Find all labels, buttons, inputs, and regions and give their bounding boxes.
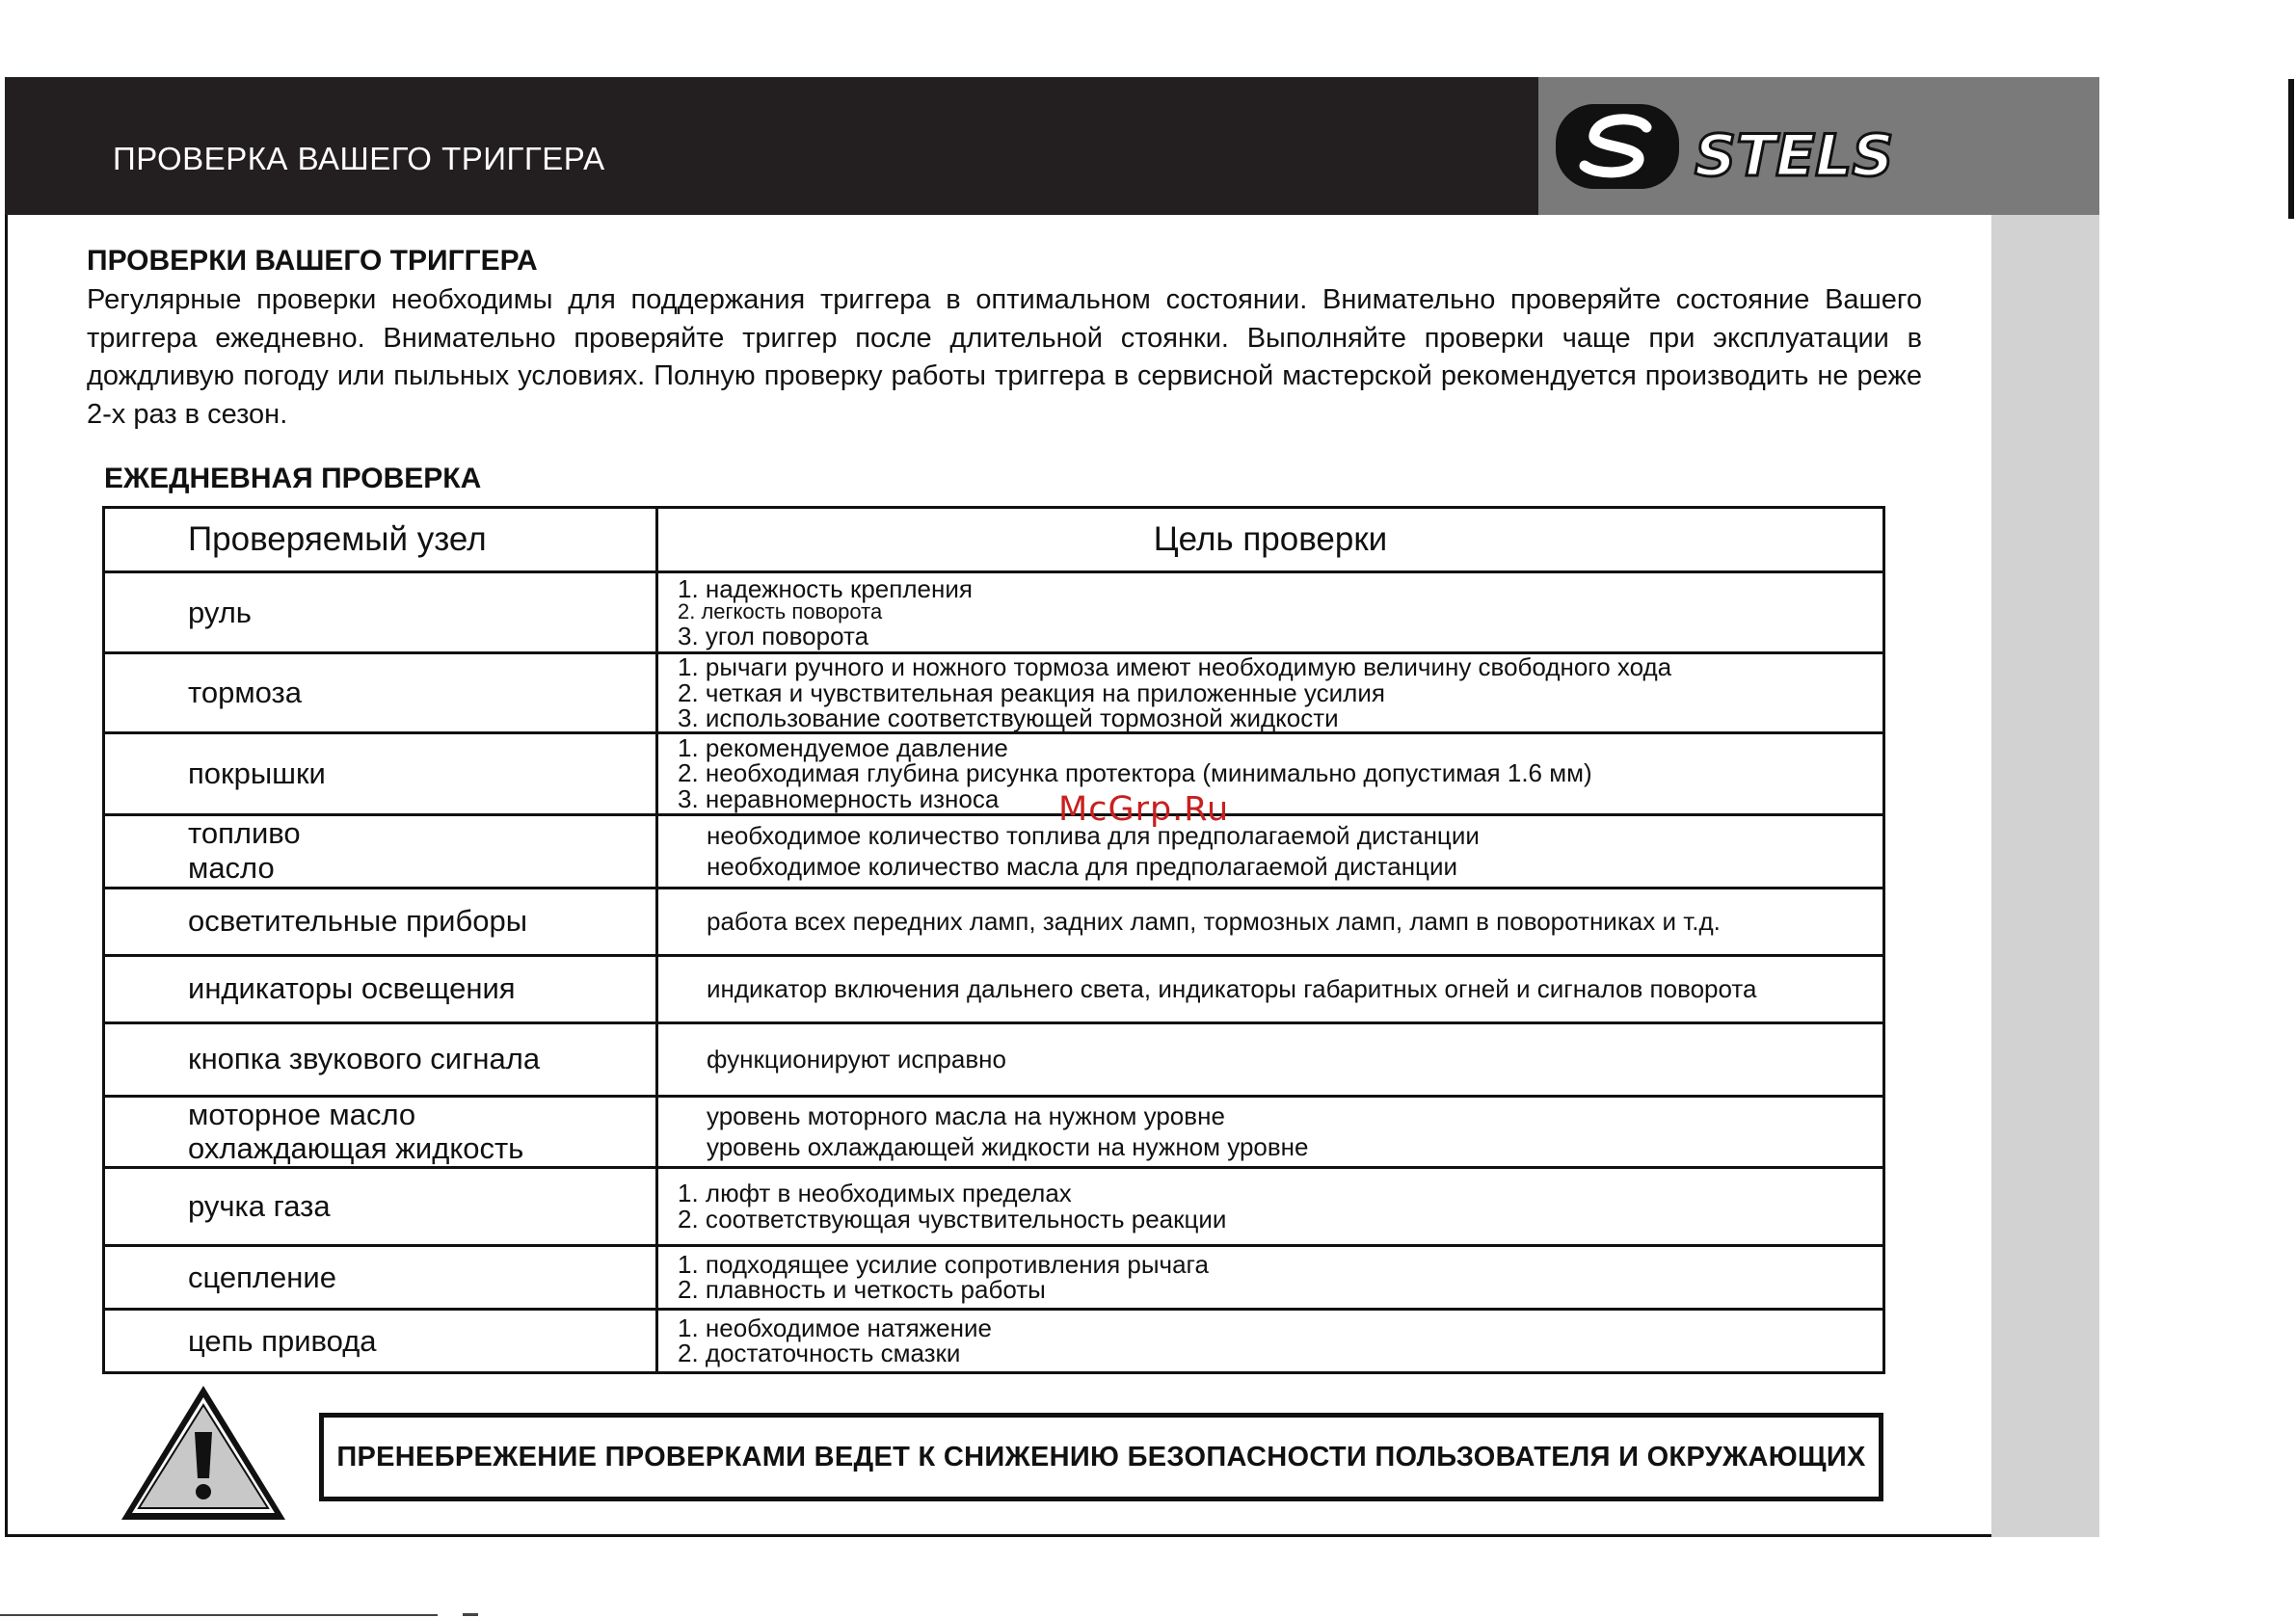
row-part: тормоза [104, 653, 657, 733]
table-row [104, 1309, 1884, 1372]
section-title: ПРОВЕРКИ ВАШЕГО ТРИГГЕРА [87, 245, 538, 277]
table-row [104, 888, 1884, 955]
row-goals [657, 1022, 1884, 1096]
table-row [104, 1096, 1884, 1167]
goal-line: 2. необходимая глубина рисунка протектора (минимально допустимая 1.6 мм) [678, 758, 1592, 788]
table-row [104, 1167, 1884, 1245]
row-part: руль [104, 572, 657, 653]
goal-line: уровень охлаждающей жидкости на нужном уровне [707, 1132, 1309, 1162]
goal-line: 3. использование соответствующей тормозной жидкости [678, 703, 1339, 733]
intro-paragraph: Регулярные проверки необходимы для поддержания триггера в оптимальном состоянии. Внимательно проверяйте состояние Вашего триггера ежедневно. Внимательно проверяйте триггер после длительной стоянки. Выполняйте проверки чаще при эксплуатации в дождливую погоду или пыльных условиях. Полную проверку работы триггера в сервисной мастерской рекомендуется производить не реже 2-х раз в сезон. [87, 284, 1922, 430]
side-strip [1991, 215, 2099, 1537]
row-goals [657, 1309, 1884, 1372]
goal-line: уровень моторного масла на нужном уровне [707, 1101, 1225, 1130]
part-line: масло [188, 851, 275, 886]
row-part: осветительные приборы [104, 888, 657, 955]
row-part: индикаторы освещения [104, 955, 657, 1022]
goal-line: 2. четкая и чувствительная реакция на приложенные усилия [678, 677, 1385, 707]
goal-line: 3. неравномерность износа [678, 783, 1000, 813]
row-goals [657, 653, 1884, 733]
row-part: сцепление [104, 1245, 657, 1309]
row-part [104, 1096, 657, 1167]
row-goals [657, 732, 1884, 814]
row-part: ручка газа [104, 1167, 657, 1245]
row-part: покрышки [104, 732, 657, 814]
goal-line: 3. угол поворота [678, 621, 869, 650]
part-line: топливо [188, 816, 301, 851]
table-row [104, 1022, 1884, 1096]
table-row [104, 814, 1884, 888]
row-goals [657, 572, 1884, 653]
goal-line: 2. достаточность смазки [678, 1339, 961, 1368]
goal-line: 1. рекомендуемое давление [678, 732, 1008, 762]
header-goal: Цель проверки [657, 508, 1884, 572]
row-goals [657, 1096, 1884, 1167]
row-goals [657, 814, 1884, 888]
daily-check-table [102, 506, 1885, 1374]
goal-line: работа всех передних ламп, задних ламп, тормозных ламп, ламп в поворотниках и т.д. [707, 906, 1721, 936]
warning-triangle-icon [118, 1382, 289, 1524]
part-line: моторное масло [188, 1097, 416, 1131]
goal-line: необходимое количество топлива для предполагаемой дистанции [707, 820, 1480, 850]
table-row [104, 572, 1884, 653]
table-row [104, 1245, 1884, 1309]
table-row [104, 955, 1884, 1022]
goal-line: 1. подходящее усилие сопротивления рычага [678, 1249, 1209, 1279]
goal-line: 1. рычаги ручного и ножного тормоза имеют необходимую величину свободного хода [678, 652, 1672, 681]
goal-line: необходимое количество масла для предполагаемой дистанции [707, 852, 1457, 882]
row-goals [657, 955, 1884, 1022]
goal-line: индикатор включения дальнего света, индикаторы габаритных огней и сигналов поворота [707, 973, 1757, 1003]
daily-check-title: ЕЖЕДНЕВНАЯ ПРОВЕРКА [104, 463, 482, 494]
row-part: кнопка звукового сигнала [104, 1022, 657, 1096]
goal-line: 2. соответствующая чувствительность реакции [678, 1204, 1227, 1233]
goal-line: 1. люфт в необходимых пределах [678, 1179, 1072, 1208]
brand-logo [1538, 77, 2099, 215]
footer-mark [463, 1613, 478, 1616]
table-row [104, 732, 1884, 814]
stels-logo-icon [1538, 77, 2099, 215]
table-header-row [104, 508, 1884, 572]
goal-line: 2. легкость поворота [678, 599, 883, 624]
row-goals [657, 888, 1884, 955]
footer-rule [0, 1614, 438, 1616]
goal-line: 2. плавность и четкость работы [678, 1275, 1046, 1305]
edge-mark [2288, 79, 2294, 219]
warning-banner: ПРЕНЕБРЕЖЕНИЕ ПРОВЕРКАМИ ВЕДЕТ К СНИЖЕНИЮ БЕЗОПАСНОСТИ ПОЛЬЗОВАТЕЛЯ И ОКРУЖАЮЩИХ [319, 1413, 1883, 1501]
row-goals [657, 1167, 1884, 1245]
goal-line: функционируют исправно [707, 1044, 1006, 1074]
goal-line: 1. надежность крепления [678, 573, 973, 603]
header-part: Проверяемый узел [104, 508, 657, 572]
goal-line: 1. необходимое натяжение [678, 1313, 992, 1342]
row-goals [657, 1245, 1884, 1309]
table-row [104, 653, 1884, 733]
row-part: цепь привода [104, 1309, 657, 1372]
watermark: McGrp.Ru [1058, 790, 1230, 829]
header-title: ПРОВЕРКА ВАШЕГО ТРИГГЕРА [113, 141, 605, 176]
part-line: охлаждающая жидкость [188, 1131, 524, 1166]
brand-text: STELS [1695, 122, 1894, 190]
row-part [104, 814, 657, 888]
